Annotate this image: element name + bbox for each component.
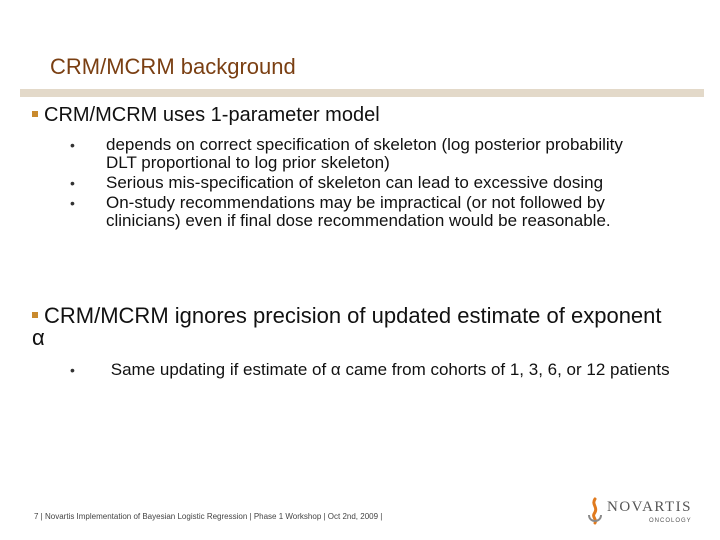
title-divider [20,89,704,97]
list-item [70,194,650,230]
slide-title: CRM/MCRM background [50,54,296,79]
bullet-dot-icon: • [70,362,75,378]
logo-wordmark: NOVARTIS [607,499,693,515]
logo-subtitle: ONCOLOGY [649,518,692,524]
subitem-text: Same updating if estimate of α came from cohorts of 1, 3, 6, or 12 patients [106,360,670,379]
bullet-1 [32,104,380,126]
bullet-dot-icon: • [70,195,75,211]
bullet-1-subitems [70,136,650,232]
bullet-2-subitems [70,361,670,381]
list-item [70,361,670,379]
bullet-dot-icon: • [70,175,75,191]
bullet-2 [32,305,672,349]
bullet-2-text: CRM/MCRM ignores precision of updated estimate of exponent α [32,303,662,350]
bullet-square-icon [32,111,38,117]
bullet-square-icon [32,312,38,318]
footer-text: 7 | Novartis Implementation of Bayesian Logistic Regression | Phase 1 Workshop | Oct 2nd, 2009 | [34,512,383,521]
subitem-text: depends on correct specification of skeleton (log posterior probability DLT proportional to log prior skeleton) [106,135,623,172]
list-item [70,174,650,192]
novartis-logo [585,497,695,529]
subitem-text: On-study recommendations may be impractical (or not followed by clinicians) even if final dose recommendation would be reasonable. [106,193,611,230]
bullet-1-text: CRM/MCRM uses 1-parameter model [44,104,380,126]
novartis-flame-icon [585,497,605,527]
list-item [70,136,650,172]
bullet-dot-icon: • [70,137,75,153]
subitem-text: Serious mis-specification of skeleton can lead to excessive dosing [106,173,604,192]
